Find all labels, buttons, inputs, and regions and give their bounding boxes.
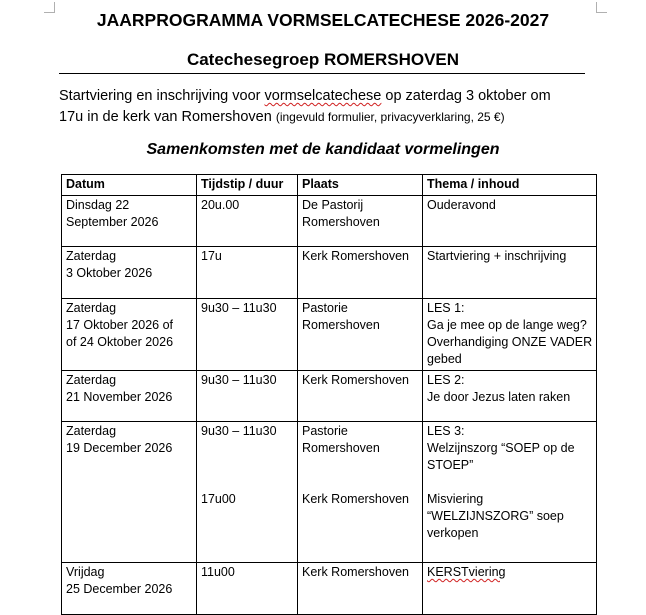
spacer: [201, 440, 293, 457]
cell-plaats: [298, 299, 423, 371]
cell-text: Romershoven: [302, 441, 380, 455]
intro-text-spellflag: vormselcatechese: [264, 88, 382, 104]
cell-text: Pastorie: [302, 424, 348, 438]
intro-text-2: op zaterdag 3 oktober om: [381, 88, 551, 104]
spacer: [302, 457, 418, 474]
cell-thema: [423, 299, 597, 371]
intro-note: (ingevuld formulier, privacyverklaring, 25 €): [275, 110, 505, 124]
cell-text: LES 2:: [427, 373, 465, 387]
cell-thema: [423, 196, 597, 247]
cell-text: Kerk Romershoven: [302, 373, 409, 387]
cell-tijd: [197, 422, 298, 563]
cell-thema: [423, 563, 597, 615]
schedule-table: [61, 174, 597, 615]
cell-text: Pastorie: [302, 301, 348, 315]
cell-plaats: [298, 563, 423, 615]
cell-plaats: [298, 371, 423, 422]
header-tijdstip: Tijdstip / duur: [197, 175, 298, 196]
cell-thema: [423, 422, 597, 563]
cell-tijd: [197, 563, 298, 615]
table-row: [62, 563, 597, 615]
intro-text-3: 17u in de kerk van Romershoven: [59, 109, 276, 125]
cell-datum: [62, 371, 197, 422]
cell-text: Kerk Romershoven: [302, 249, 409, 263]
table-row: [62, 299, 597, 371]
cell-text: “WELZIJNSZORG” soep: [427, 509, 564, 523]
cell-tijd: [197, 196, 298, 247]
cell-text: 11u00: [201, 565, 235, 579]
cell-text: verkopen: [427, 526, 479, 540]
cell-text: 9u30 – 11u30: [201, 373, 277, 387]
cell-text: Kerk Romershoven: [302, 565, 409, 579]
cell-text: 25 December 2026: [66, 582, 173, 596]
cell-tijd: [197, 299, 298, 371]
cell-text: 17 Oktober 2026 of: [66, 318, 174, 332]
table-row: [62, 371, 597, 422]
cell-tijd: [197, 247, 298, 299]
cell-plaats: [298, 247, 423, 299]
cell-text: Startviering + inschrijving: [427, 249, 567, 263]
table-header-row: [62, 175, 597, 196]
cell-text: 19 December 2026: [66, 441, 173, 455]
cell-text: STOEP”: [427, 458, 474, 472]
spacer: [201, 474, 293, 491]
cell-text: 9u30 – 11u30: [201, 301, 277, 315]
cell-text: 17u: [201, 249, 222, 263]
spacer: [427, 474, 592, 491]
cell-text: September 2026: [66, 215, 159, 229]
cell-text: Zaterdag: [66, 424, 117, 438]
section-title: Samenkomsten met de kandidaat vormelingen: [146, 141, 500, 158]
cell-datum: [62, 563, 197, 615]
cell-text: Welzijnszorg “SOEP op de: [427, 441, 575, 455]
cell-text: 20u.00: [201, 198, 240, 212]
intro-text-1: Startviering en inschrijving voor: [59, 88, 265, 104]
cell-text: 3 Oktober 2026: [66, 266, 153, 280]
header-plaats: Plaats: [298, 175, 423, 196]
document-subtitle: Catechesegroep ROMERSHOVEN: [186, 50, 460, 69]
table-row: [62, 247, 597, 299]
cell-datum: [62, 196, 197, 247]
cell-text: Ouderavond: [427, 198, 496, 212]
table-row: [62, 196, 597, 247]
cell-text: Je door Jezus laten raken: [427, 390, 571, 404]
cell-thema: [423, 247, 597, 299]
spacer: [302, 474, 418, 491]
cell-text: Kerk Romershoven: [302, 492, 409, 506]
cell-text: De Pastorij: [302, 198, 364, 212]
table-row: [62, 422, 597, 563]
cell-text: Romershoven: [302, 318, 380, 332]
cell-datum: [62, 422, 197, 563]
cell-text: 21 November 2026: [66, 390, 173, 404]
cell-plaats: [298, 422, 423, 563]
cell-plaats: [298, 196, 423, 247]
header-datum: Datum: [62, 175, 197, 196]
cell-tijd: [197, 371, 298, 422]
cell-text: Zaterdag: [66, 373, 117, 387]
cell-text: of 24 Oktober 2026: [66, 335, 174, 349]
cell-text: gebed: [427, 352, 462, 366]
intro-paragraph: [59, 86, 599, 128]
cell-text: Overhandiging ONZE VADER: [427, 335, 593, 349]
cell-text: Romershoven: [302, 215, 380, 229]
cell-datum: [62, 299, 197, 371]
cell-text: KERSTviering: [427, 565, 506, 579]
cell-text: 17u00: [201, 492, 236, 506]
cell-text: Vrijdag: [66, 565, 105, 579]
cell-datum: [62, 247, 197, 299]
cell-text: Ga je mee op de lange weg?: [427, 318, 587, 332]
header-thema: Thema / inhoud: [423, 175, 597, 196]
cell-text: 9u30 – 11u30: [201, 424, 277, 438]
spacer: [201, 457, 293, 474]
cell-text: LES 3:: [427, 424, 465, 438]
cell-text: Zaterdag: [66, 301, 117, 315]
document-title: JAARPROGRAMMA VORMSELCATECHESE 2026-2027: [96, 10, 550, 30]
cell-text: Dinsdag 22: [66, 198, 130, 212]
cell-text: Misviering: [427, 492, 484, 506]
cell-thema: [423, 371, 597, 422]
title-divider: [59, 73, 585, 74]
cell-text: LES 1:: [427, 301, 465, 315]
cell-text: Zaterdag: [66, 249, 117, 263]
